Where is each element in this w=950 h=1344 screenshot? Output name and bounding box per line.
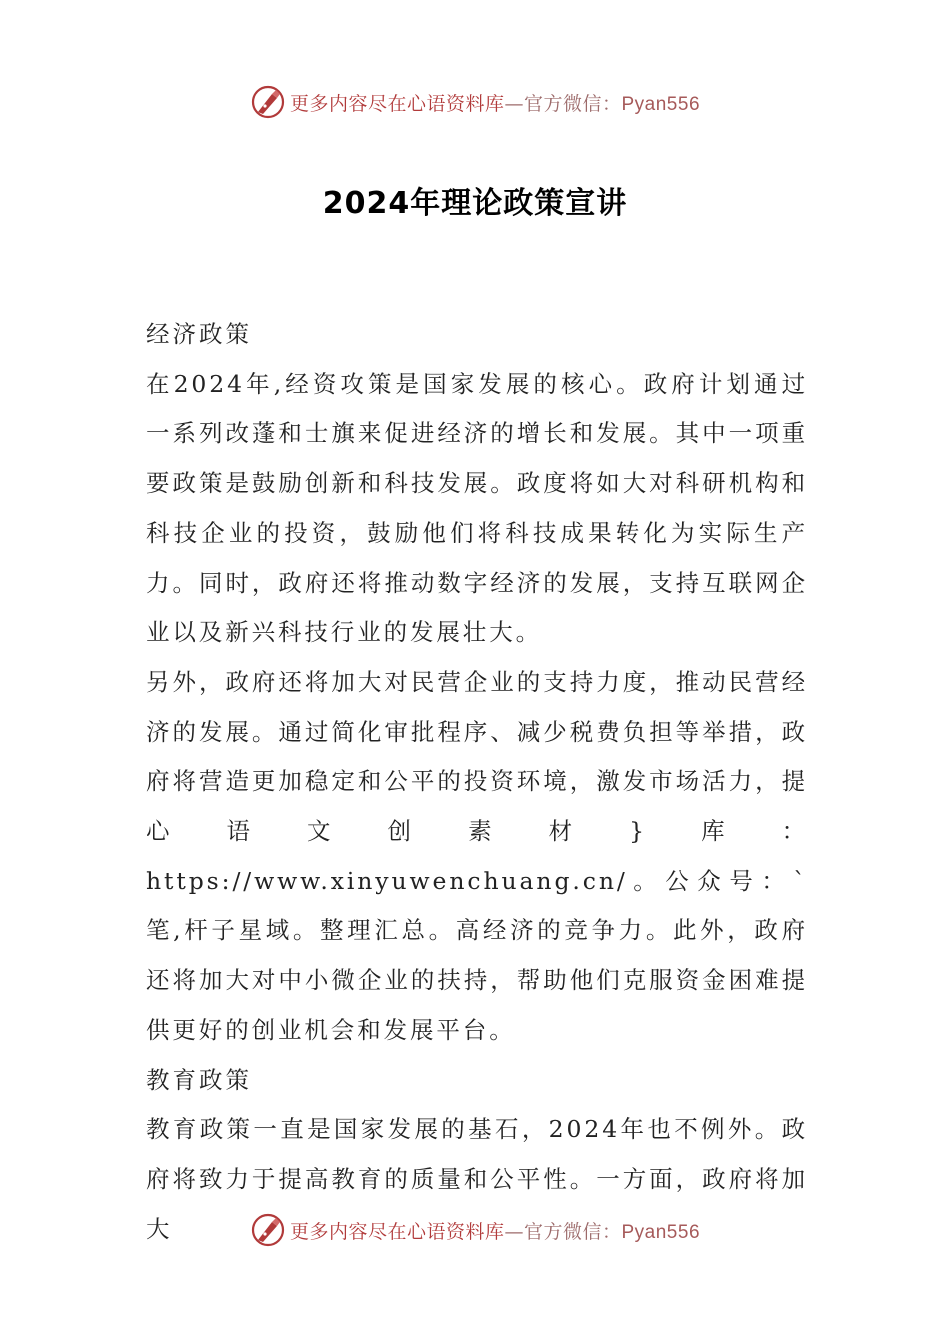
banner-site-name: 更多内容尽在心语资料库 (289, 1220, 505, 1243)
section-heading-education: 教育政策 (146, 1065, 252, 1094)
banner-site-name: 更多内容尽在心语资料库 (289, 92, 505, 115)
paragraph-economy-1: 在2024年,经资攻策是国家发展的核心。政府计划通过一系列改蓬和士旗来促进经济的增长和发展。其中一项重要政策是鼓励创新和科技发展。政度将如大对科研机构和科技企业的投资，鼓励他们将科技成果转化为实际生产力。同时，政府还将推动数字经济的发展，支持互联网企业以及新兴科技行业的发展壮大。 (146, 369, 808, 647)
banner-text (290, 89, 700, 116)
banner-wechat-label: 官方微信： (523, 1220, 622, 1243)
pen-nib-logo-icon (250, 84, 286, 120)
document-title: 2024年理论政策宣讲 (322, 186, 628, 221)
footer-banner (0, 1210, 950, 1250)
paragraph-economy-2: 另外，政府还将加大对民营企业的支持力度，推动民营经济的发展。通过简化审批程序、减少税费负担等举措，政府将营造更加稳定和公平的投资环境，激发市场活力，提心语文创素材}库：https://www.xinyuwenchuang.cn/。公众号：`笔,杆子星域。整理汇总。高经济的竞争力。此外，政府还将加大对中小微企业的扶持，帮助他们克服资金困难提供更好的创业机会和发展平台。 (146, 667, 808, 1044)
section-heading-economy: 经济政策 (146, 320, 252, 348)
document-body (146, 310, 808, 1254)
paragraph-education-1: 教育政策一直是国家发展的基石，2024年也不例外。政府将致力于提高教育的质量和公平性。一方面，政府将加大 (146, 1115, 808, 1243)
banner-wechat-id: Pyan556 (621, 1221, 701, 1243)
banner-wechat-label: 官方微信： (523, 92, 622, 115)
banner-wechat-id: Pyan556 (621, 93, 701, 115)
pen-nib-logo-icon (250, 1212, 286, 1248)
banner-dash: — (504, 92, 524, 115)
banner-dash: — (504, 1220, 524, 1243)
banner-text (290, 1217, 700, 1244)
header-banner (0, 82, 950, 122)
